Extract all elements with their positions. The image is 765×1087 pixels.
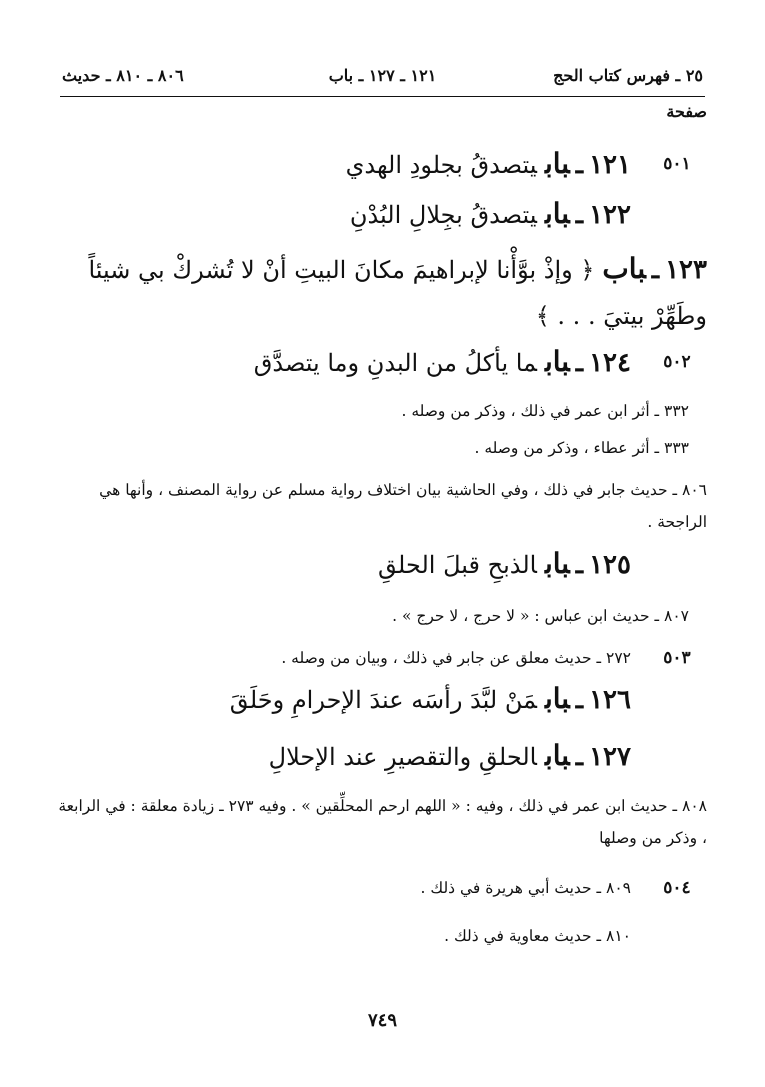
bab-dash: ـ bbox=[651, 255, 660, 284]
page-ref: ٥٠٤ bbox=[663, 878, 691, 898]
hadith-text: ٨٠٩ ـ حديث أبي هريرة في ذلك . bbox=[420, 879, 631, 897]
bab-number: ١٢٢ bbox=[589, 200, 631, 230]
bab-number: ١٢٧ bbox=[589, 742, 631, 772]
bab-dash: ـ bbox=[575, 200, 584, 229]
header-bab-range: ١٢١ ـ ١٢٧ ـ باب bbox=[328, 66, 437, 85]
bab-title: الحلقِ والتقصيرِ عند الإحلالِ bbox=[268, 743, 537, 771]
hadith-entry bbox=[58, 642, 707, 674]
bab-heading bbox=[58, 675, 631, 724]
bab-keyword: باب bbox=[544, 197, 570, 230]
hadith-entry bbox=[58, 432, 707, 464]
page-ref: ٥٠١ bbox=[663, 154, 691, 174]
bab-dash: ـ bbox=[575, 550, 584, 579]
hadith-text: ٨١٠ ـ حديث معاوية في ذلك . bbox=[444, 927, 631, 945]
bab-number: ١٢٣ bbox=[665, 255, 707, 285]
hadith-entry bbox=[58, 600, 707, 632]
index-entry bbox=[58, 246, 707, 339]
bab-number: ١٢٥ bbox=[589, 550, 631, 580]
bab-keyword: باب bbox=[544, 147, 570, 180]
hadith-text: ٨٠٨ ـ حديث ابن عمر في ذلك ، وفيه : « اللهم ارحم المحلِّقين » . وفيه ٢٧٣ ـ زيادة معلقة : في الرابعة ، وذكر من وصلها bbox=[58, 797, 707, 847]
hadith-text: ٣٣٢ ـ أثر ابن عمر في ذلك ، وذكر من وصله . bbox=[401, 402, 689, 420]
index-entry bbox=[58, 732, 707, 781]
bab-keyword: باب bbox=[544, 682, 570, 715]
bab-keyword: باب bbox=[544, 345, 570, 378]
index-entry bbox=[58, 338, 707, 387]
bab-title: يتصدقُ بجلودِ الهدي bbox=[345, 151, 537, 179]
header-chapter-title: ٢٥ ـ فهرس كتاب الحج bbox=[553, 66, 703, 85]
bab-keyword: باب bbox=[544, 547, 570, 580]
bab-title: الذبحِ قبلَ الحلقِ bbox=[378, 551, 537, 579]
bab-title: يتصدقُ بجِلالِ البُدْنِ bbox=[349, 201, 537, 229]
bab-title: ﴿ وإذْ بوَّأْنا لإبراهيمَ مكانَ البيتِ أنْ لا تُشركْ بي شيئاً وطَهِّرْ بيتيَ . . . ﴾ bbox=[88, 256, 707, 330]
hadith-text: ٨٠٦ ـ حديث جابر في ذلك ، وفي الحاشية بيان اختلاف رواية مسلم عن رواية المصنف ، وأنها هي الراجحة . bbox=[99, 481, 707, 531]
bab-heading bbox=[58, 338, 631, 387]
page-ref: ٥٠٢ bbox=[663, 352, 691, 372]
bab-heading bbox=[58, 246, 707, 339]
index-entry bbox=[58, 140, 707, 189]
hadith-entry bbox=[58, 872, 707, 904]
hadith-entry bbox=[58, 395, 707, 427]
hadith-text: ٢٧٢ ـ حديث معلق عن جابر في ذلك ، وبيان من وصله . bbox=[281, 649, 631, 667]
bab-dash: ـ bbox=[575, 348, 584, 377]
bab-number: ١٢٦ bbox=[589, 685, 631, 715]
header-hadith-range: ٨٠٦ ـ ٨١٠ ـ حديث bbox=[62, 66, 184, 85]
bab-dash: ـ bbox=[575, 150, 584, 179]
hadith-text: ٨٠٧ ـ حديث ابن عباس : « لا حرج ، لا حرج » . bbox=[392, 607, 689, 625]
header-divider bbox=[60, 96, 705, 97]
hadith-entry bbox=[58, 920, 707, 952]
hadith-entry bbox=[58, 790, 707, 854]
bab-heading bbox=[58, 732, 631, 781]
hadith-entry bbox=[58, 474, 707, 538]
index-entry bbox=[58, 675, 707, 724]
bab-number: ١٢٤ bbox=[589, 348, 631, 378]
bab-keyword: باب bbox=[544, 739, 570, 772]
bab-dash: ـ bbox=[575, 685, 584, 714]
index-entry bbox=[58, 540, 707, 589]
index-entry bbox=[58, 190, 707, 239]
bab-title: مَنْ لبَّدَ رأسَه عندَ الإحرامِ وحَلَقَ bbox=[229, 686, 537, 714]
running-header bbox=[62, 66, 703, 94]
page-column-label: صفحة bbox=[666, 102, 707, 121]
bab-heading bbox=[58, 140, 631, 189]
bab-keyword: باب bbox=[602, 252, 646, 285]
page-ref: ٥٠٣ bbox=[663, 648, 691, 668]
bab-heading bbox=[58, 540, 631, 589]
bab-title: ما يأكلُ من البدنِ وما يتصدَّق bbox=[253, 349, 537, 377]
bab-number: ١٢١ bbox=[589, 150, 631, 180]
bab-dash: ـ bbox=[575, 742, 584, 771]
page-number: ٧٤٩ bbox=[367, 1010, 397, 1031]
bab-heading bbox=[58, 190, 631, 239]
hadith-text: ٣٣٣ ـ أثر عطاء ، وذكر من وصله . bbox=[474, 439, 689, 457]
